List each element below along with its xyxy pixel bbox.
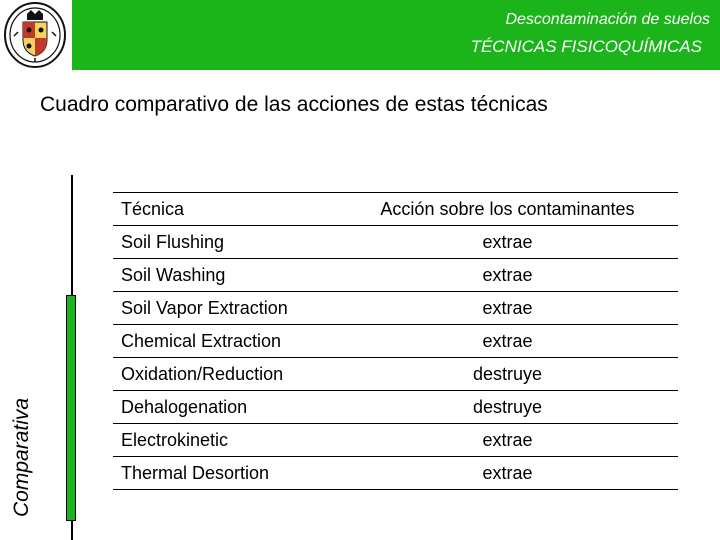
header-title: TÉCNICAS FISICOQUÍMICAS (470, 37, 702, 56)
action-cell: extrae (337, 292, 678, 325)
technique-cell: Soil Flushing (113, 226, 337, 259)
technique-cell: Soil Washing (113, 259, 337, 292)
side-label: Comparativa (10, 397, 33, 517)
technique-cell: Soil Vapor Extraction (113, 292, 337, 325)
action-cell: destruye (337, 358, 678, 391)
column-header-technique: Técnica (113, 193, 337, 226)
header-subtitle: Descontaminación de suelos (505, 11, 710, 28)
table-row (113, 259, 678, 292)
action-cell: extrae (337, 226, 678, 259)
slide-header (0, 0, 720, 72)
technique-cell: Chemical Extraction (113, 325, 337, 358)
comparison-table (113, 192, 678, 490)
table-row (113, 358, 678, 391)
action-cell: extrae (337, 259, 678, 292)
action-cell: destruye (337, 391, 678, 424)
action-cell: extrae (337, 457, 678, 490)
page-title: Cuadro comparativo de las acciones de estas técnicas (40, 93, 548, 116)
action-cell: extrae (337, 424, 678, 457)
table-row (113, 457, 678, 490)
technique-cell: Dehalogenation (113, 391, 337, 424)
header-banner (72, 0, 720, 70)
column-header-action: Acción sobre los contaminantes (337, 193, 678, 226)
table-row (113, 391, 678, 424)
table-row (113, 424, 678, 457)
technique-cell: Thermal Desortion (113, 457, 337, 490)
table-row (113, 325, 678, 358)
technique-cell: Electrokinetic (113, 424, 337, 457)
table-header-row (113, 193, 678, 226)
side-accent-bar (66, 295, 76, 521)
university-crest-icon (0, 0, 72, 72)
table-row (113, 226, 678, 259)
table-row (113, 292, 678, 325)
logo-container (0, 0, 73, 72)
action-cell: extrae (337, 325, 678, 358)
technique-cell: Oxidation/Reduction (113, 358, 337, 391)
